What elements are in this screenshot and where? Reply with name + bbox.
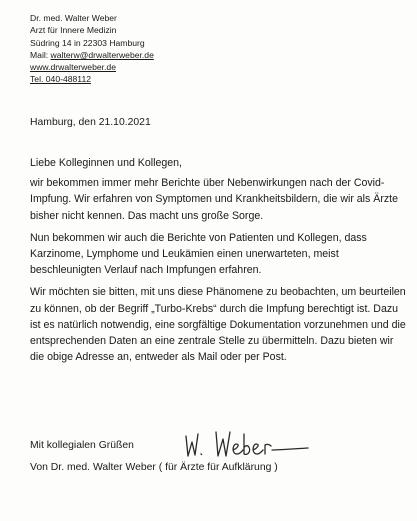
date-line: Hamburg, den 21.10.2021 [30, 117, 151, 128]
website-link[interactable]: www.drwalterweber.de [30, 62, 116, 73]
paragraph-3: Wir möchten sie bitten, mit uns diese Phänomene zu beobachten, um beurteilen zu können, ob der Begriff „Turbo-Krebs“ durch die Impfung berechtigt ist. Dazu ist es natürlich notwendig, eine sorgfältige Dokumentation vorzunehmen und die entsprechenden Daten an eine zentrale Stelle zu übermitteln. Dazu bieten wir die obige Adresse an, entweder als Mail oder per Post. [30, 286, 406, 364]
sender-address: Südring 14 in 22303 Hamburg [30, 37, 145, 48]
mail-prefix: Mail: [30, 49, 51, 60]
letter-body [30, 155, 410, 371]
closing: Mit kollegialen Grüßen [30, 440, 134, 451]
sender-mail-line [30, 49, 154, 61]
sender-title: Arzt für Innere Medizin [30, 25, 117, 36]
handwritten-signature [180, 426, 325, 462]
paragraph-2: Nun bekommen wir auch die Berichte von Patienten und Kollegen, dass Karzinome, Lymphome und Leukämien einen unerwarteten, meist beschleunigten Verlauf nach Impfungen erfahren. [30, 231, 367, 277]
sender-name: Dr. med. Walter Weber [30, 13, 117, 23]
letterhead [30, 12, 154, 86]
salutation: Liebe Kolleginnen und Kollegen, [30, 157, 182, 169]
phone-link[interactable]: Tel. 040-488112 [30, 74, 91, 85]
sender-line: Von Dr. med. Walter Weber ( für Ärzte für Aufklärung ) [30, 462, 278, 473]
mail-link[interactable]: walterw@drwalterweber.de [50, 49, 154, 60]
paragraph-1: wir bekommen immer mehr Berichte über Nebenwirkungen nach der Covid-Impfung. Wir erfahren von Symptomen und Krankheitsbildern, die wir als Ärzte bisher nicht kennen. Das macht uns große Sorge. [30, 177, 399, 222]
